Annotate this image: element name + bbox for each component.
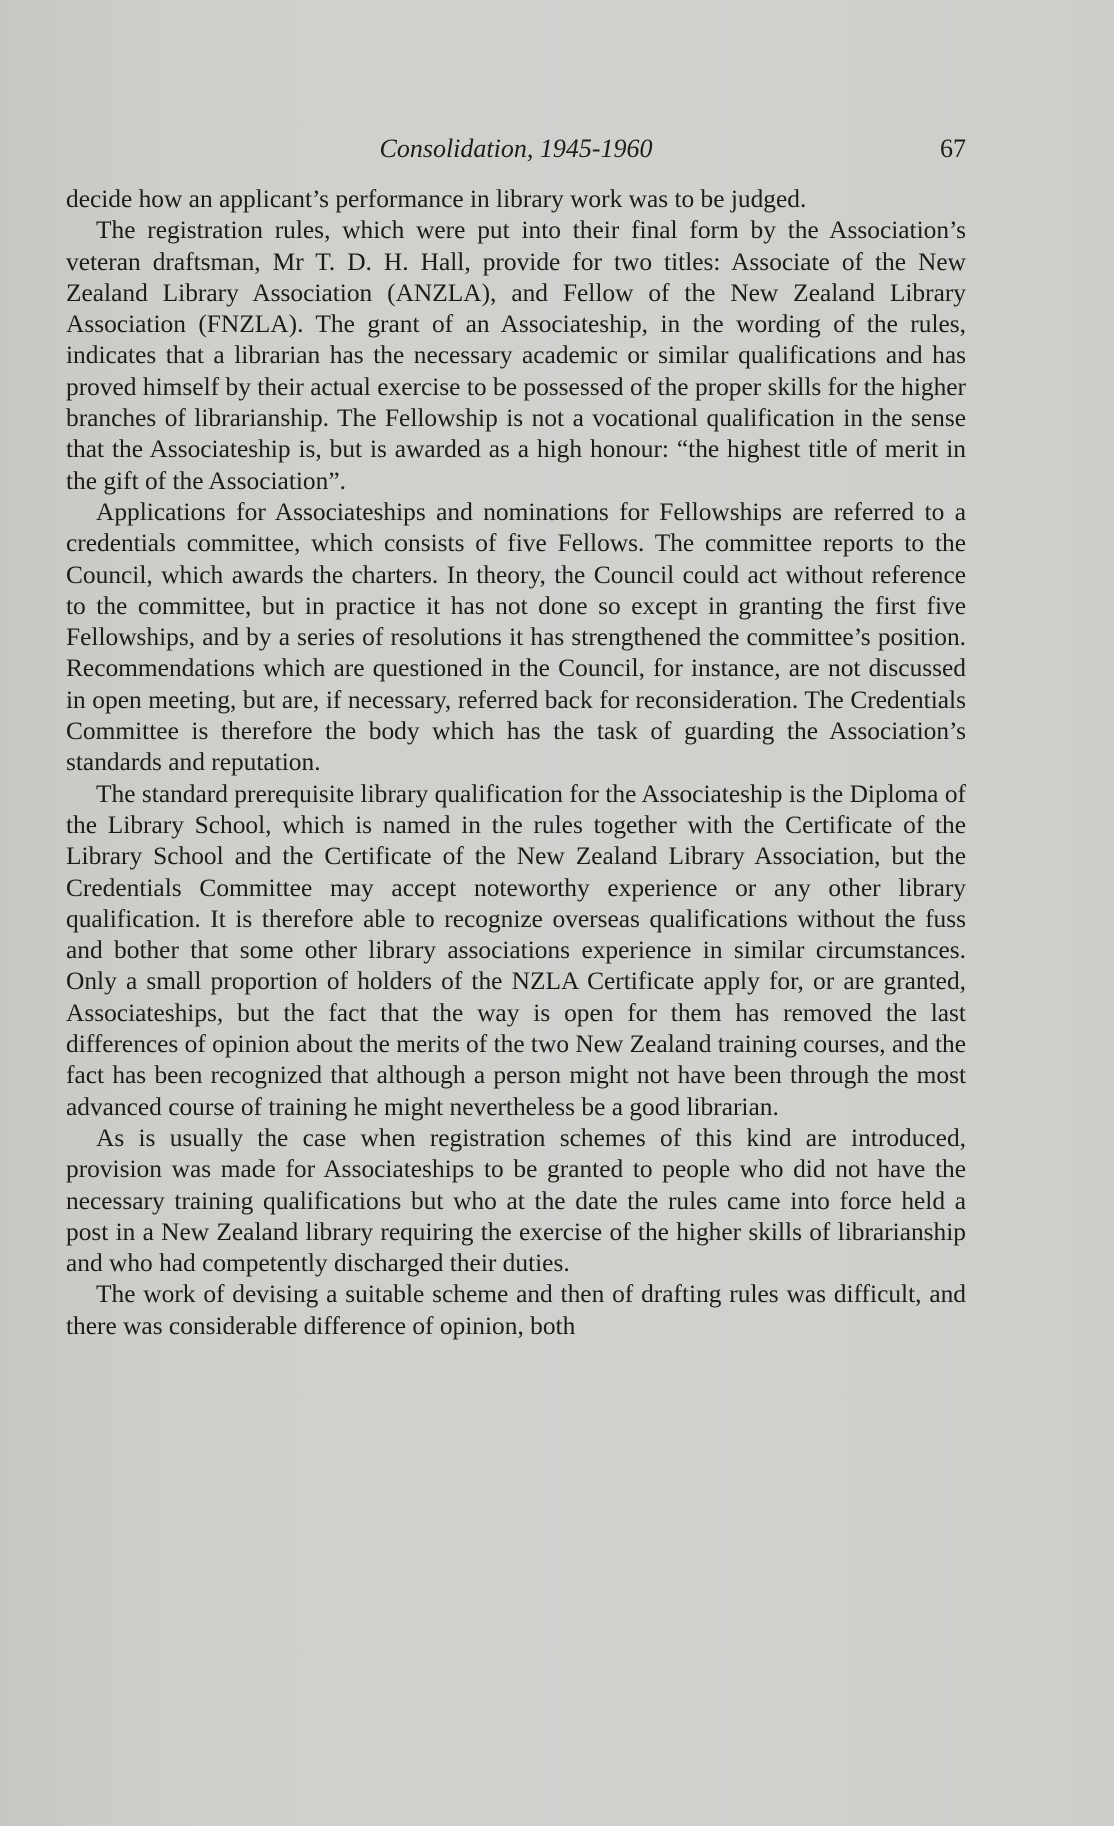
- paragraph-standard-prerequisite: The standard prerequisite library qualification for the Associateship is the Diploma of the Library School, which is named in the rules together with the Certificate of the Library School and the Certificate of the New Zealand Library Association, but the Credentials Committee may accept noteworthy experience or any other library qualification. It is therefore able to recognize overseas qualifications without the fuss and bother that some other library associations experience in similar circumstances. Only a small proportion of holders of the NZLA Certificate apply for, or are granted, Associateships, but the fact that the way is open for them has removed the last differences of opinion about the merits of the two New Zealand training courses, and the fact has been recognized that although a person might not have been through the most advanced course of training he might nevertheless be a good librarian.: [66, 779, 966, 1121]
- paragraph-transitional-provision: As is usually the case when registration schemes of this kind are introduced, provision was made for Associateships to be granted to people who did not have the necessary training qualifications but who at the date the rules came into force held a post in a New Zealand library requiring the exercise of the higher skills of librarianship and who had competently discharged their duties.: [66, 1123, 966, 1278]
- paragraph-continued: decide how an applicant’s performance in library work was to be judged.: [66, 185, 807, 213]
- paragraph-drafting-rules: The work of devising a suitable scheme and then of drafting rules was difficult, and there was considerable difference of opinion, both: [66, 1280, 966, 1340]
- running-head: [66, 134, 966, 168]
- body-text: [66, 184, 966, 1342]
- paragraph-registration-rules: The registration rules, which were put into their final form by the Association’s veteran draftsman, Mr T. D. H. Hall, provide for two titles: Associate of the New Zealand Library Association (ANZLA), and Fellow of the New Zealand Library Association (FNZLA). The grant of an Associateship, in the wording of the rules, indicates that a librarian has the necessary academic or similar qualifications and has proved himself by their actual exercise to be possessed of the proper skills for the higher branches of librarianship. The Fellowship is not a vocational qualification in the sense that the Associateship is, but is awarded as a high honour: “the highest title of merit in the gift of the Association”.: [66, 216, 966, 495]
- paragraph-credentials-committee: Applications for Associateships and nominations for Fellowships are referred to a credentials committee, which consists of five Fellows. The committee reports to the Council, which awards the charters. In theory, the Council could act without reference to the committee, but in practice it has not done so except in granting the first five Fellowships, and by a series of resolutions it has strengthened the committee’s position. Recommendations which are questioned in the Council, for instance, are not discussed in open meeting, but are, if necessary, referred back for reconsideration. The Credentials Committee is therefore the body which has the task of guarding the Association’s standards and reputation.: [66, 497, 966, 777]
- running-title: Consolidation, 1945-1960: [379, 134, 653, 163]
- page-number: 67: [940, 134, 966, 163]
